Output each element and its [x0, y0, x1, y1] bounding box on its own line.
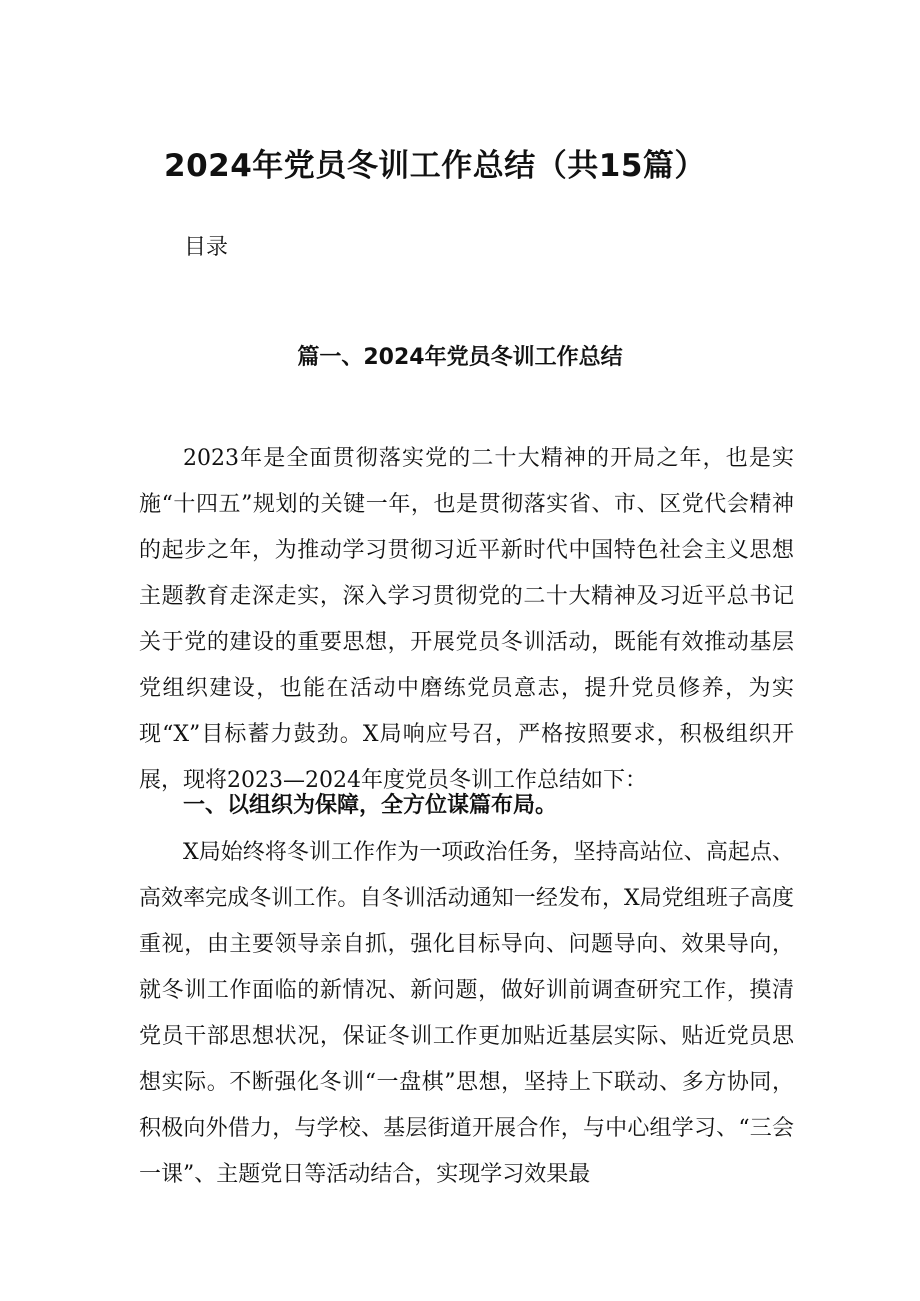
toc-label: 目录: [184, 235, 229, 260]
section-title: 篇一、2024年党员冬训工作总结: [297, 345, 623, 370]
document-title: 2024年党员冬训工作总结（共15篇）: [164, 148, 706, 184]
subheading-1: 一、以组织为保障，全方位谋篇布局。: [183, 793, 558, 818]
body-paragraph-2: X局始终将冬训工作作为一项政治任务，坚持高站位、高起点、高效率完成冬训工作。自冬训活动通知一经发布，X局党组班子高度重视，由主要领导亲自抓，强化目标导向、问题导向、效果导向，就冬训工作面临的新情况、新问题，做好训前调查研究工作，摸清党员干部思想状况，保证冬训工作更加贴近基层实际、贴近党员思想实际。不断强化冬训“一盘棋”思想，坚持上下联动、多方协同，积极向外借力，与学校、基层街道开展合作，与中心组学习、“三会一课”、主题党日等活动结合，实现学习效果最: [139, 840, 794, 1187]
body-paragraph-1: 2023年是全面贯彻落实党的二十大精神的开局之年，也是实施“十四五”规划的关键一年，也是贯彻落实省、市、区党代会精神的起步之年，为推动学习贯彻习近平新时代中国特色社会主义思想主题教育走深走实，深入学习贯彻党的二十大精神及习近平总书记关于党的建设的重要思想，开展党员冬训活动，既能有效推动基层党组织建设，也能在活动中磨练党员意志，提升党员修养，为实现“X”目标蓄力鼓劲。X局响应号召，严格按照要求，积极组织开展，现将2023—2024年度党员冬训工作总结如下：: [139, 446, 794, 793]
